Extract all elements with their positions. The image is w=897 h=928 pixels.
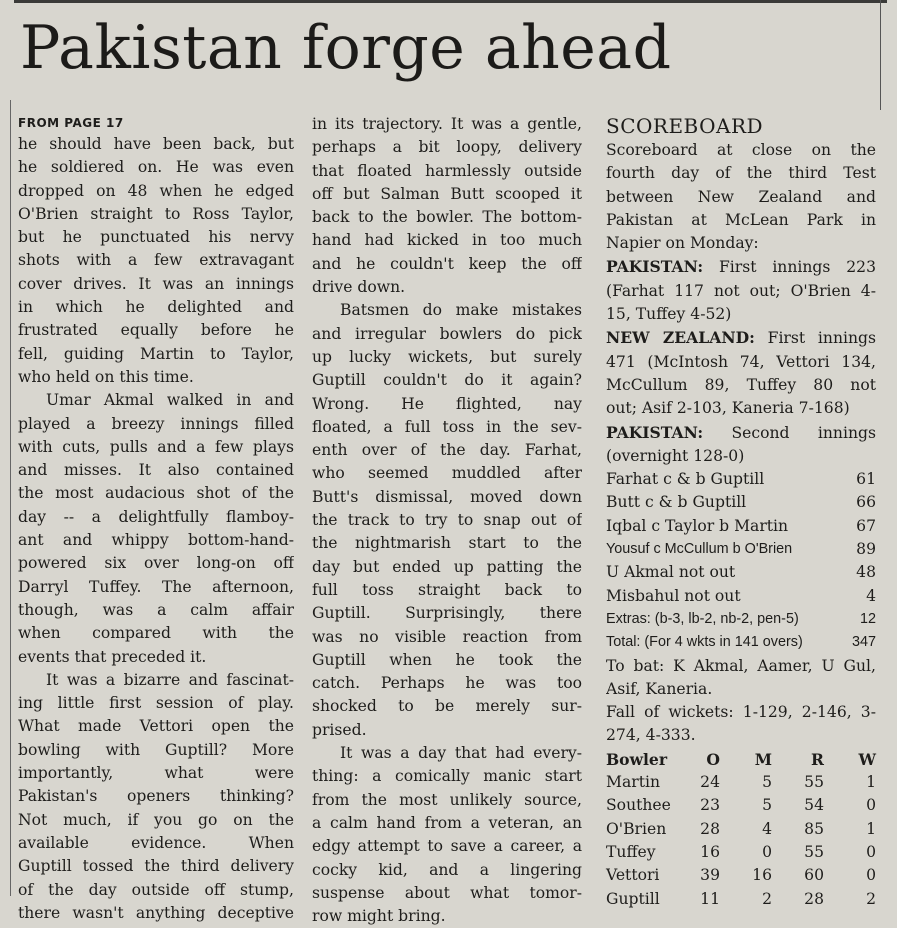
batting-row (606, 468, 876, 491)
text-line: frustrated equally before he (18, 321, 294, 340)
text-line: who seemed muddled after (312, 464, 582, 483)
text-line: the most audacious shot of the (18, 484, 294, 503)
innings-text: First innings (767, 329, 876, 348)
innings-text: (Farhat 117 not out; O'Brien 4- (606, 281, 876, 300)
paragraph (312, 299, 582, 742)
innings-text: (overnight 128-0) (606, 446, 745, 465)
bowling-header-cell: M (754, 749, 772, 769)
innings-text: McCullum 89, Tuffey 80 not (606, 375, 876, 394)
text-line: Scoreboard at close on the (606, 141, 876, 159)
text-line: thing: a comically manic start (312, 767, 582, 786)
text-line: Pakistan's openers thinking? (18, 787, 294, 806)
scoreboard-column (606, 113, 876, 911)
text-line: was no visible reaction from (312, 627, 582, 646)
bowling-cell: Martin (606, 773, 661, 792)
bowling-cell: Southee (606, 796, 671, 815)
text-line: available evidence. When (18, 833, 294, 852)
text-line: perhaps a bit loopy, delivery (312, 138, 582, 157)
text-line: What made Vettori open the (18, 717, 294, 736)
text-line: day but ended up patting the (312, 557, 582, 576)
innings-text: First innings 223 (718, 258, 876, 277)
extras-value: 12 (859, 610, 876, 627)
text-line: Darryl Tuffey. The afternoon, (18, 577, 294, 596)
bowling-cell: 0 (866, 866, 876, 885)
text-line: Umar Akmal walked in and (46, 391, 294, 410)
extras-row (606, 608, 876, 631)
text-line: Guptill when he took the (312, 650, 582, 669)
pakistan-first-innings (606, 255, 876, 326)
text-line: hand had kicked in too much (312, 231, 582, 250)
text-line: fell, guiding Martin to Taylor, (18, 344, 294, 363)
bowling-cell: 5 (762, 773, 772, 792)
batsman-runs: 48 (856, 563, 876, 582)
text-line: but he punctuated his nervy (18, 228, 294, 247)
text-line: Pakistan at McLean Park in (606, 210, 876, 229)
text-line: a calm hand from a veteran, an (312, 813, 582, 832)
text-line: 274, 4-333. (606, 726, 696, 745)
text-line: Napier on Monday: (606, 234, 759, 253)
text-line: shocked to be merely sur- (312, 697, 582, 716)
text-line: Wrong. He flighted, nay (312, 394, 582, 413)
bowling-cell: Tuffey (606, 842, 656, 861)
bowling-cell: 2 (762, 889, 772, 908)
batting-row (606, 585, 876, 608)
text-line: Guptill tossed the third delivery (18, 857, 294, 876)
fall-of-wickets (606, 701, 876, 748)
paragraph (312, 742, 582, 928)
text-line: and misses. It also contained (18, 461, 294, 480)
text-line: full toss straight back to (312, 580, 582, 599)
text-line: day -- a delightfully flamboy- (18, 507, 294, 526)
paragraph (18, 669, 294, 925)
bowling-cell: Guptill (606, 889, 660, 908)
text-line: To bat: K Akmal, Aamer, U Gul, (606, 656, 876, 675)
text-line: from the most unlikely source, (312, 790, 582, 809)
text-line: back to the bowler. The bottom- (312, 208, 582, 227)
bowling-cell: Vettori (606, 866, 660, 885)
text-line: that floated harmlessly outside (312, 161, 582, 180)
batsman-name: Yousuf c McCullum b O'Brien (606, 541, 793, 558)
bowling-cell: 1 (866, 773, 876, 792)
extras-label: Extras: (b-3, lb-2, nb-2, pen-5) (606, 610, 799, 627)
bowling-header-cell: R (811, 749, 824, 769)
total-row (606, 631, 876, 654)
bowler-row (606, 841, 876, 864)
text-line: powered six over long-on off (18, 554, 294, 573)
text-line: who held on this time. (18, 367, 194, 386)
bowling-cell: 85 (804, 819, 824, 838)
innings-text: 471 (McIntosh 74, Vettori 134, (606, 352, 876, 371)
text-line: Butt's dismissal, moved down (312, 487, 582, 506)
text-line: though, was a calm affair (18, 600, 294, 619)
batting-row (606, 491, 876, 514)
bowling-cell: 0 (762, 842, 772, 861)
text-line: between New Zealand and (606, 187, 876, 206)
text-line: O'Brien straight to Ross Taylor, (18, 204, 294, 223)
team-name: NEW ZEALAND: (606, 328, 755, 348)
total-value: 347 (851, 634, 876, 651)
text-line: Guptill. Surprisingly, there (312, 604, 582, 623)
bowling-cell: 54 (804, 796, 824, 815)
batsman-name: Iqbal c Taylor b Martin (606, 516, 789, 535)
bowling-cell: 1 (866, 819, 876, 838)
text-line: row might bring. (312, 907, 446, 926)
text-line: and irregular bowlers do pick (312, 324, 582, 343)
bowler-row (606, 771, 876, 794)
text-line: the nightmarish start to the (312, 534, 582, 553)
bowling-cell: 0 (866, 842, 876, 861)
text-line: Not much, if you go on the (18, 810, 294, 829)
bowling-cell: 24 (700, 773, 720, 792)
text-line: and he couldn't keep the off (312, 254, 582, 273)
innings-text: out; Asif 2-103, Kaneria 7-168) (606, 399, 850, 418)
text-line: importantly, what were (18, 764, 294, 783)
batsman-runs: 61 (856, 470, 876, 489)
article-column-1 (18, 113, 294, 925)
text-line: when compared with the (18, 624, 294, 643)
bowling-cell: 16 (700, 842, 720, 861)
text-line: cocky kid, and a lingering (312, 860, 582, 879)
bowler-row (606, 818, 876, 841)
text-line: Asif, Kaneria. (606, 679, 713, 698)
innings-text: Second innings (731, 423, 876, 442)
bowling-table (606, 748, 876, 911)
pakistan-second-innings (606, 421, 876, 469)
text-line: the track to try to snap out of (312, 511, 582, 530)
batting-row (606, 561, 876, 584)
text-line: enth over of the day. Farhat, (312, 441, 582, 460)
batsman-name: Butt c & b Guptill (606, 493, 747, 512)
bowling-cell: 28 (804, 889, 824, 908)
text-line: up lucky wickets, but surely (312, 347, 582, 366)
batsman-runs: 67 (856, 516, 876, 535)
left-rule (10, 100, 11, 896)
text-line: It was a bizarre and fascinat- (46, 670, 294, 689)
bowling-cell: 0 (866, 796, 876, 815)
text-line: fourth day of the third Test (606, 164, 876, 183)
bowler-row (606, 888, 876, 911)
bowling-cell: 39 (700, 866, 720, 885)
batsman-runs: 66 (856, 493, 876, 512)
headline: Pakistan forge ahead (20, 13, 672, 83)
bowling-cell: 23 (700, 796, 720, 815)
batsman-runs: 89 (856, 540, 876, 559)
text-line: Fall of wickets: 1-129, 2-146, 3- (606, 703, 876, 722)
text-line: with cuts, pulls and a few plays (18, 437, 294, 456)
text-line: bowling with Guptill? More (18, 740, 294, 759)
text-line: edgy attempt to save a career, a (312, 837, 582, 856)
batting-row (606, 515, 876, 538)
bowling-cell: 60 (804, 866, 824, 885)
text-line: drive down. (312, 278, 406, 297)
from-page-label: FROM PAGE 17 (18, 116, 124, 130)
text-line: in which he delighted and (18, 298, 294, 317)
text-line: off but Salman Butt scooped it (312, 184, 582, 203)
batsman-runs: 4 (866, 586, 876, 605)
text-line: suspense about what tomor- (312, 883, 582, 902)
text-line: prised. (312, 720, 367, 739)
bowling-cell: 5 (762, 796, 772, 815)
right-rule (880, 0, 881, 110)
text-line: Guptill couldn't do it again? (312, 371, 582, 390)
total-label: Total: (For 4 wkts in 141 overs) (606, 634, 803, 651)
paragraph (312, 113, 582, 299)
text-line: shots with a few extravagant (18, 251, 294, 270)
batsman-name: Misbahul not out (606, 586, 741, 605)
text-line: he should have been back, but (18, 135, 294, 153)
bowling-cell: 55 (804, 842, 824, 861)
team-name: PAKISTAN: (606, 422, 704, 442)
to-bat (606, 655, 876, 702)
text-line: he soldiered on. He was even (18, 158, 294, 177)
text-line: ant and whippy bottom-hand- (18, 531, 294, 550)
text-line: played a breezy innings filled (18, 414, 294, 433)
bowling-cell: O'Brien (606, 819, 667, 838)
bowling-cell: 16 (752, 866, 772, 885)
innings-text: 15, Tuffey 4-52) (606, 305, 732, 324)
batsman-name: U Akmal not out (606, 563, 736, 582)
bowling-cell: 28 (700, 819, 720, 838)
scoreboard-intro (606, 139, 876, 255)
top-rule (14, 0, 887, 3)
bowling-cell: 2 (866, 889, 876, 908)
text-line: ing little first session of play. (18, 694, 294, 713)
article-column-2 (312, 113, 582, 928)
bowling-header-cell: O (706, 749, 720, 769)
batting-row (606, 538, 876, 561)
new-zealand-first-innings (606, 326, 876, 420)
text-line: events that preceded it. (18, 647, 207, 666)
paragraph (18, 133, 294, 389)
bowling-header-row (606, 748, 876, 771)
scoreboard-title: SCOREBOARD (606, 114, 764, 138)
text-line: Batsmen do make mistakes (340, 301, 582, 320)
paragraph (18, 389, 294, 669)
batsman-name: Farhat c & b Guptill (606, 470, 765, 489)
bowler-row (606, 864, 876, 887)
bowling-header-cell: Bowler (606, 749, 668, 769)
text-line: floated, a full toss in the sev- (312, 417, 582, 436)
text-line: dropped on 48 when he edged (18, 181, 294, 200)
bowling-cell: 55 (804, 773, 824, 792)
bowler-row (606, 794, 876, 817)
bowling-cell: 11 (700, 889, 720, 908)
text-line: of the day outside off stump, (18, 880, 294, 899)
text-line: cover drives. It was an innings (18, 274, 294, 293)
team-name: PAKISTAN: (606, 257, 704, 277)
text-line: It was a day that had every- (340, 744, 582, 763)
text-line: catch. Perhaps he was too (312, 674, 582, 693)
bowling-cell: 4 (762, 819, 772, 838)
text-line: there wasn't anything deceptive (18, 903, 294, 922)
bowling-header-cell: W (858, 749, 876, 769)
batting-list (606, 468, 876, 608)
text-line: in its trajectory. It was a gentle, (312, 115, 582, 133)
